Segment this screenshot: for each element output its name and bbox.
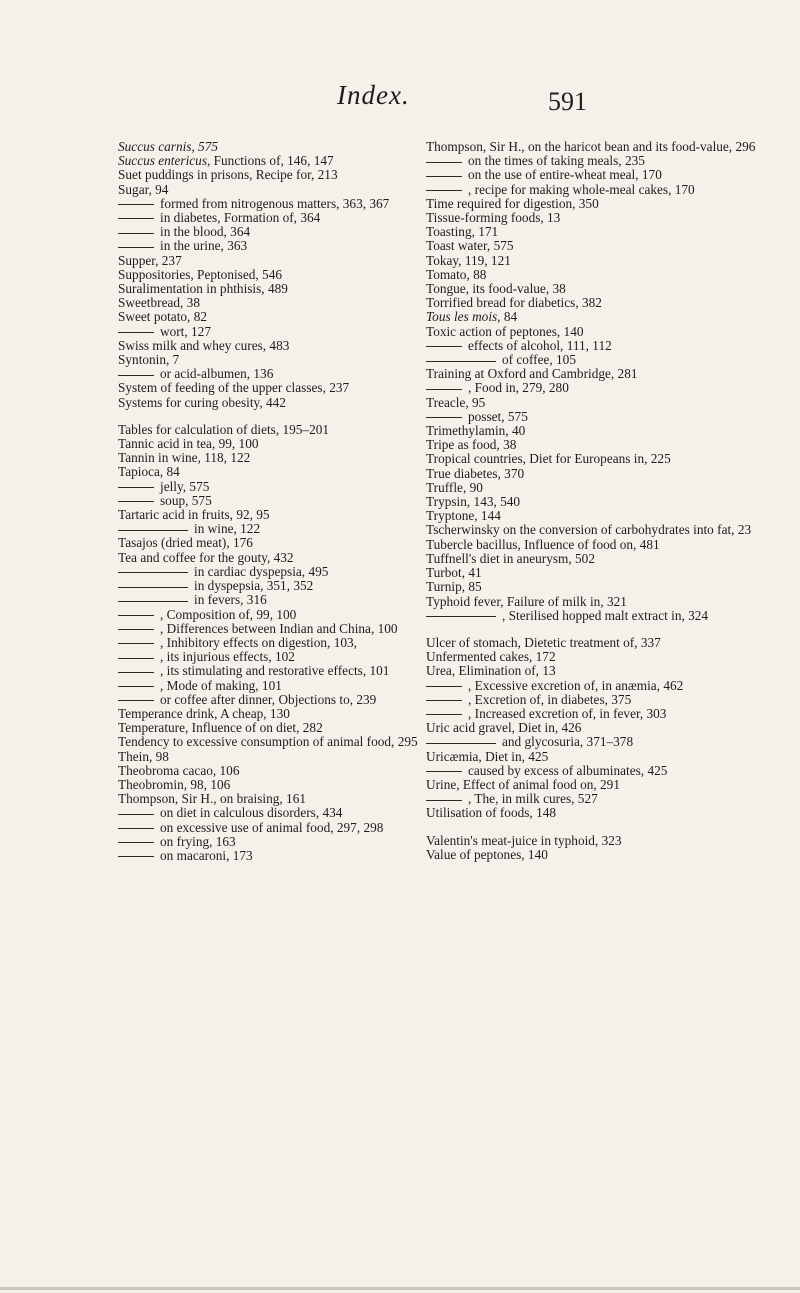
index-entry-text: Sweet potato, 82 [118,309,208,325]
index-entry-text: Urine, Effect of animal food on, 291 [426,776,620,792]
index-entry-text: Uricæmia, Diet in, 425 [426,748,549,764]
index-entry [118,735,448,749]
index-entry-text: Treacle, 95 [426,394,486,410]
index-entry-text: Syntonin, 7 [118,352,180,368]
ditto-rule [118,233,154,234]
index-entry-text: Temperature, Influence of on diet, 282 [118,720,323,736]
ditto-rule [118,601,188,602]
ditto-rule [118,643,154,644]
index-entry-text: or coffee after dinner, Objections to, 239 [160,691,377,707]
index-entry [118,211,448,225]
index-entry-text: Succus entericus, Functions of, 146, 147 [118,153,334,169]
index-entry-text: Tannin in wine, 118, 122 [118,450,251,466]
index-entry [118,750,448,764]
index-entry [426,693,766,707]
index-entry-text: , The, in milk cures, 527 [468,791,598,807]
index-entry [118,254,448,268]
index-entry-text: in dyspepsia, 351, 352 [194,578,314,594]
index-entry [426,225,766,239]
index-entry [118,821,448,835]
page-header-title: Index. [337,80,410,110]
index-entry-text: Torrified bread for diabetics, 382 [426,295,602,311]
index-entry [426,848,766,862]
index-entry-text: Thompson, Sir H., on braising, 161 [118,791,307,807]
index-entry [118,835,448,849]
index-entry-text: in the urine, 363 [160,238,248,254]
index-entry [426,552,766,566]
index-entry-text: jelly, 575 [160,478,210,494]
ditto-rule [118,332,154,333]
index-entry [426,183,766,197]
index-entry [118,522,448,536]
index-entry-text: or acid-albumen, 136 [160,366,274,382]
index-entry [118,197,448,211]
index-entry [118,451,448,465]
index-entry [118,310,448,324]
index-entry [118,636,448,650]
ditto-rule [426,361,496,362]
index-entry-text: Swiss milk and whey cures, 483 [118,337,290,353]
index-entry [426,339,766,353]
index-entry [118,396,448,410]
index-entry-text: Tongue, its food-value, 38 [426,281,566,297]
index-entry [426,367,766,381]
ditto-rule [118,814,154,815]
ditto-rule [118,658,154,659]
index-entry [426,764,766,778]
ditto-rule [118,828,154,829]
index-entry-text: Tomato, 88 [426,266,487,282]
ditto-rule [118,218,154,219]
index-entry-text: Temperance drink, A cheap, 130 [118,705,290,721]
index-entry [426,296,766,310]
index-entry [118,622,448,636]
index-entry-text: , Food in, 279, 280 [468,380,569,396]
index-entry [426,154,766,168]
index-entry-text: Suet puddings in prisons, Recipe for, 213 [118,167,338,183]
index-entry [426,609,766,623]
index-entry [426,197,766,211]
index-entry-text: Utilisation of foods, 148 [426,805,557,821]
index-entry [426,735,766,749]
index-entry [118,707,448,721]
index-entry-text: , Mode of making, 101 [160,677,282,693]
index-entry-text: in the blood, 364 [160,224,251,240]
index-entry-text: on frying, 163 [160,833,236,849]
index-entry-text: Tripe as food, 38 [426,437,517,453]
index-entry [426,452,766,466]
index-entry [118,608,448,622]
index-entry-text: , Inhibitory effects on digestion, 103, [160,634,357,650]
index-entry-text: Turnip, 85 [426,579,482,595]
page-number: 591 [548,87,587,116]
index-entry-text: Valentin's meat-juice in typhoid, 323 [426,832,622,848]
index-entry [118,282,448,296]
index-entry-text: , Excessive excretion of, in anæmia, 462 [468,677,684,693]
index-entry [426,282,766,296]
index-entry [118,339,448,353]
ditto-rule [426,417,462,418]
index-entry [426,580,766,594]
index-entry [118,225,448,239]
index-entry [426,834,766,848]
index-entry [118,565,448,579]
index-entry [426,523,766,537]
index-entry [426,721,766,735]
index-entry [426,679,766,693]
ditto-rule [118,629,154,630]
index-entry [426,268,766,282]
index-entry [426,140,766,154]
ditto-rule [118,487,154,488]
index-entry-text: Turbot, 41 [426,565,482,581]
ditto-rule [426,800,462,801]
ditto-rule [118,856,154,857]
ditto-rule [426,190,462,191]
index-entry-text: of coffee, 105 [502,352,576,368]
index-entry-text: , Sterilised hopped malt extract in, 324 [502,607,709,623]
index-entry [118,551,448,565]
index-entry [118,693,448,707]
index-entry-text: Tropical countries, Diet for Europeans in, 225 [426,451,671,467]
ditto-rule [118,686,154,687]
ditto-rule [426,389,462,390]
index-entry-text: Tables for calculation of diets, 195–201 [118,421,330,437]
index-entry-text: , its injurious effects, 102 [160,649,295,665]
index-entry-text: Uric acid gravel, Diet in, 426 [426,720,582,736]
ditto-rule [118,672,154,673]
index-entry [118,367,448,381]
ditto-rule [426,686,462,687]
index-entry-text: Thompson, Sir H., on the haricot bean and its food-value, 296 [426,139,756,154]
index-entry [118,721,448,735]
index-entry-text: Ulcer of stomach, Dietetic treatment of, 337 [426,634,661,650]
index-entry [426,424,766,438]
index-entry-text: in fevers, 316 [194,592,267,608]
index-entry [118,508,448,522]
index-entry-text: Time required for digestion, 350 [426,195,599,211]
index-entry [426,438,766,452]
index-entry-text: Suralimentation in phthisis, 489 [118,281,288,297]
index-entry-text: Theobromin, 98, 106 [118,776,231,792]
ditto-rule [118,587,188,588]
index-entry-text: Tuffnell's diet in aneurysm, 502 [426,550,595,566]
index-entry-text: , Excretion of, in diabetes, 375 [468,691,632,707]
index-entry-text: Trimethylamin, 40 [426,423,526,439]
index-entry-text: Tryptone, 144 [426,508,501,524]
index-entry-text: Toast water, 575 [426,238,514,254]
index-entry [426,239,766,253]
index-entry-text: on excessive use of animal food, 297, 298 [160,819,384,835]
index-entry [426,664,766,678]
index-entry-text: Thein, 98 [118,748,169,764]
index-entry [118,494,448,508]
index-entry [426,792,766,806]
index-entry [426,509,766,523]
index-entry-text: Sugar, 94 [118,181,169,197]
index-entry-text: Unfermented cakes, 172 [426,649,556,665]
index-entry-text: Urea, Elimination of, 13 [426,663,556,679]
index-entry [118,480,448,494]
index-entry-text: Truffle, 90 [426,479,483,495]
index-entry [426,396,766,410]
index-entry [118,154,448,168]
index-entry [426,650,766,664]
index-entry-text: wort, 127 [160,323,211,339]
index-entry-text: Tubercle bacillus, Influence of food on, 481 [426,536,660,552]
index-entry [118,296,448,310]
index-entry-text: Tasajos (dried meat), 176 [118,535,253,551]
ditto-rule [426,162,462,163]
index-entry [426,495,766,509]
index-entry [426,168,766,182]
index-entry [118,778,448,792]
index-entry-text: on the times of taking meals, 235 [468,153,645,169]
index-entry [426,310,766,324]
index-entry-text: in wine, 122 [194,521,261,537]
index-entry-text: , Increased excretion of, in fever, 303 [468,705,667,721]
index-entry-text: Tartaric acid in fruits, 92, 95 [118,507,270,523]
index-entry [426,806,766,820]
index-entry-text: soup, 575 [160,492,212,508]
index-entry [426,353,766,367]
ditto-rule [118,501,154,502]
index-entry [426,707,766,721]
ditto-rule [118,247,154,248]
index-entry-text: , Differences between Indian and China, 100 [160,620,398,636]
ditto-rule [426,771,462,772]
index-entry [118,650,448,664]
index-entry-text: Training at Oxford and Cambridge, 281 [426,366,638,382]
index-entry [118,353,448,367]
index-entry-text: caused by excess of albuminates, 425 [468,762,668,778]
index-entry-text: Toxic action of peptones, 140 [426,323,584,339]
index-entry-text: effects of alcohol, 111, 112 [468,337,612,353]
index-entry [118,792,448,806]
index-entry [118,465,448,479]
index-entry [118,423,448,437]
index-entry-text: Sweetbread, 38 [118,295,200,311]
index-entry [118,381,448,395]
index-entry-text: , Composition of, 99, 100 [160,606,297,622]
index-entry [118,183,448,197]
index-entry-text: System of feeding of the upper classes, 237 [118,380,350,396]
index-entry-text: Tapioca, 84 [118,464,180,480]
index-column-right [426,140,766,862]
index-entry [118,168,448,182]
index-entry [118,764,448,778]
ditto-rule [118,530,188,531]
ditto-rule [118,615,154,616]
index-entry-text: Supper, 237 [118,252,182,268]
index-entry [426,325,766,339]
index-entry-text: Tannic acid in tea, 99, 100 [118,436,259,452]
index-entry-text: Tea and coffee for the gouty, 432 [118,549,294,565]
index-entry-text: formed from nitrogenous matters, 363, 367 [160,195,390,211]
index-entry [426,636,766,650]
index-entry-text: in cardiac dyspepsia, 495 [194,563,329,579]
index-entry-text: and glycosuria, 371–378 [502,734,634,750]
ditto-rule [426,700,462,701]
index-entry-text: Tokay, 119, 121 [426,252,511,268]
index-entry [118,325,448,339]
index-entry [426,381,766,395]
index-entry-text: Trypsin, 143, 540 [426,494,521,510]
index-entry-text: on the use of entire-wheat meal, 170 [468,167,662,183]
index-entry [426,566,766,580]
ditto-rule [118,375,154,376]
index-entry-text: , its stimulating and restorative effects, 101 [160,663,390,679]
index-entry-text: Tissue-forming foods, 13 [426,210,561,226]
ditto-rule [426,346,462,347]
ditto-rule [426,743,496,744]
index-entry-text: Value of peptones, 140 [426,846,548,862]
ditto-rule [426,176,462,177]
index-entry-text: Toasting, 171 [426,224,499,240]
index-entry-text: Succus carnis, 575 [118,139,219,154]
index-entry [118,239,448,253]
index-entry-text: posset, 575 [468,408,528,424]
index-entry-text: True diabetes, 370 [426,465,525,481]
index-entry [426,750,766,764]
index-entry-text: on macaroni, 173 [160,847,253,863]
index-entry-text: Tscherwinsky on the conversion of carbohydrates into fat, 23 [426,522,752,538]
index-entry-text: Tendency to excessive consumption of animal food, 295 [118,734,418,750]
index-entry-text: in diabetes, Formation of, 364 [160,210,321,226]
index-column-left [118,140,448,863]
page-bottom-edge [0,1287,800,1290]
ditto-rule [118,700,154,701]
index-entry-text: Tous les mois, 84 [426,309,518,325]
index-entry [118,664,448,678]
index-entry [118,593,448,607]
index-entry [118,849,448,863]
index-entry [118,806,448,820]
index-entry [426,254,766,268]
index-entry [118,268,448,282]
index-entry-text: Typhoid fever, Failure of milk in, 321 [426,593,627,609]
index-entry [118,579,448,593]
index-entry-text: Suppositories, Peptonised, 546 [118,266,282,282]
index-entry [118,536,448,550]
index-entry-text: Theobroma cacao, 106 [118,762,240,778]
index-entry [426,538,766,552]
index-entry [118,437,448,451]
ditto-rule [118,572,188,573]
ditto-rule [118,842,154,843]
index-entry-text: Systems for curing obesity, 442 [118,394,286,410]
index-entry [426,211,766,225]
ditto-rule [426,714,462,715]
index-entry [426,410,766,424]
ditto-rule [426,616,496,617]
index-entry [118,140,448,154]
index-entry [426,595,766,609]
ditto-rule [118,204,154,205]
index-entry-text: , recipe for making whole-meal cakes, 170 [468,181,695,197]
index-entry [426,467,766,481]
index-entry [426,481,766,495]
index-entry [426,778,766,792]
index-entry [118,679,448,693]
index-entry-text: on diet in calculous disorders, 434 [160,805,343,821]
